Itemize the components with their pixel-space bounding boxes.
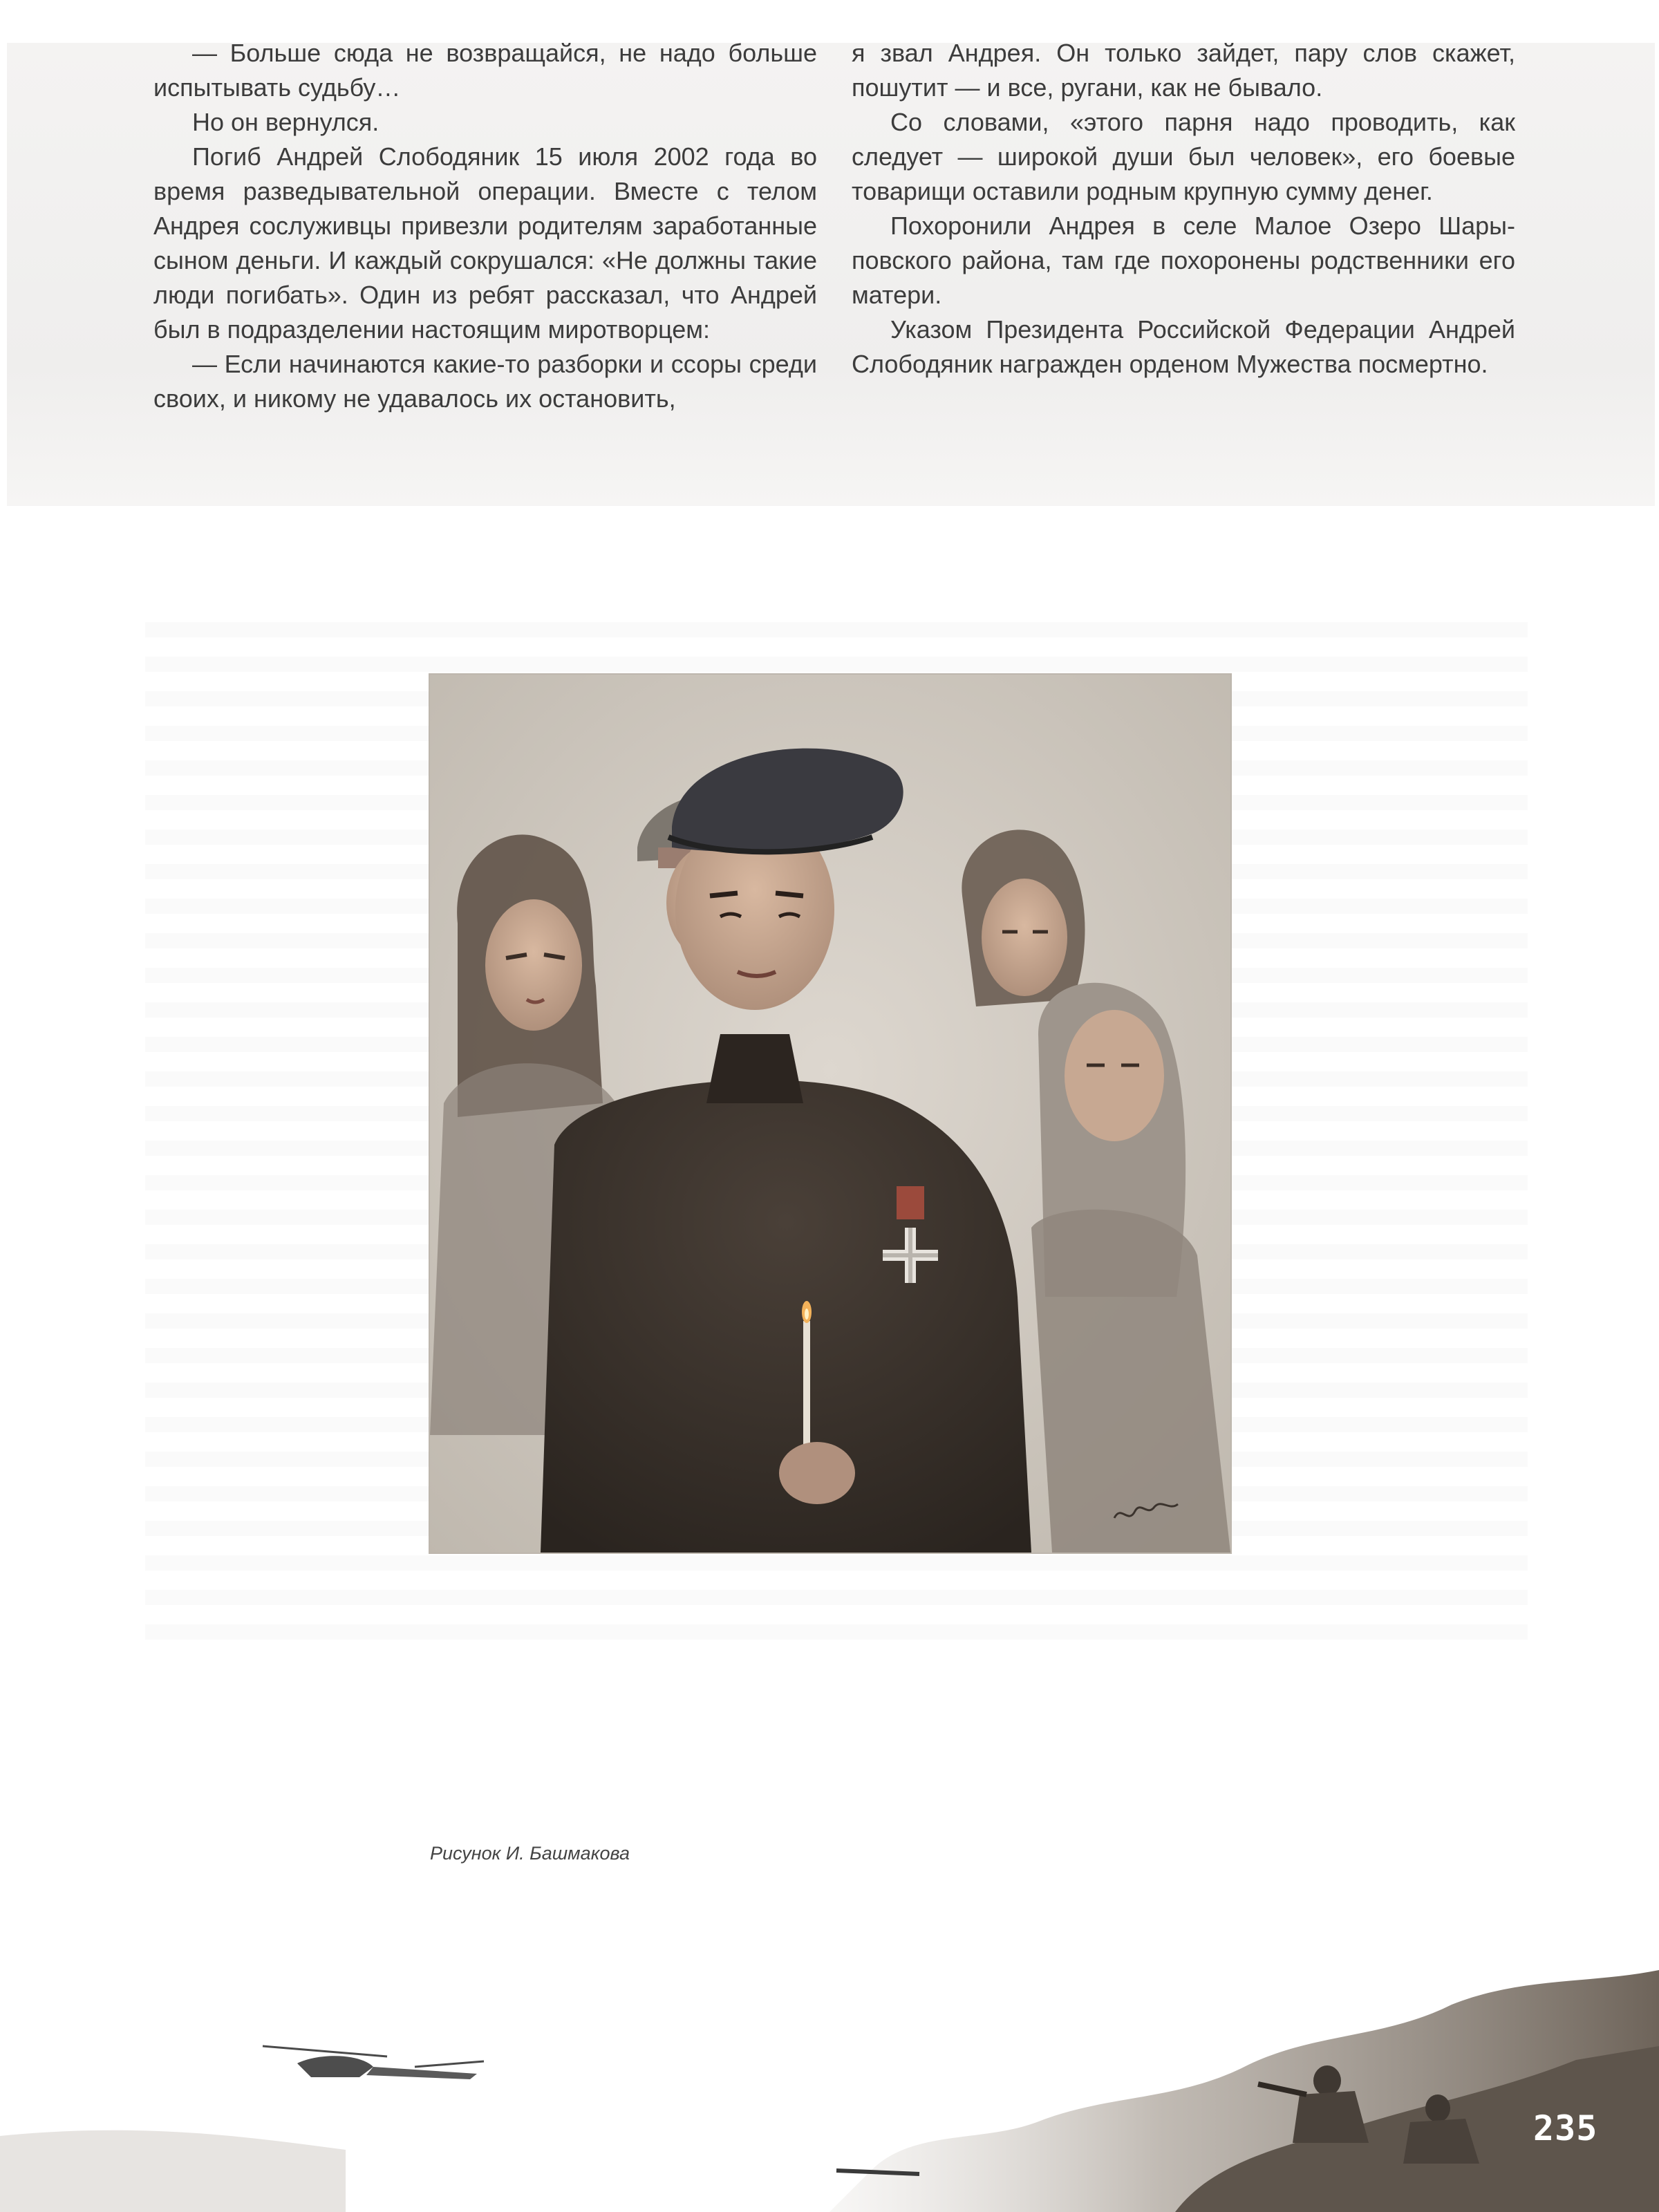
paragraph: Но он вернулся. bbox=[192, 108, 379, 136]
left-text-column bbox=[153, 36, 817, 416]
helicopter-icon bbox=[263, 2046, 484, 2079]
figure-caption: Рисунок И. Башмакова bbox=[430, 1843, 630, 1864]
paragraph: Похоронили Андрея в селе Малое Озеро Шарыповского района, там где похоронены родственники его матери. bbox=[852, 212, 1515, 309]
paragraph: — Если начинаются какие-то разборки и ссоры среди своих, и никому не удавалось их остановить, bbox=[153, 350, 817, 413]
portrait-drawing bbox=[430, 675, 1230, 1553]
paragraph: Погиб Андрей Слободяник 15 июля 2002 года во время разведывательной операции. Вместе с телом Андрея сослуживцы привезли родителям заработанные сыном деньги. И каждый сокрушался: «Не должны такие люди погибать». Один из ребят рассказал, что Андрей был в подразделении настоящим миротворцем: bbox=[153, 142, 817, 344]
woman-figure bbox=[962, 830, 1085, 1006]
right-text-column bbox=[852, 36, 1515, 382]
page-number: 235 bbox=[1533, 2108, 1598, 2148]
paragraph: Указом Президента Российской Федерации Андрей Слободяник награжден орденом Мужества посмертно. bbox=[852, 315, 1515, 378]
paragraph: Со словами, «этого парня надо проводить, как следует — широкой души был человек», его боевые товарищи оставили родным крупную сумму денег. bbox=[852, 108, 1515, 205]
paragraph: я звал Андрея. Он только зайдет, пару слов скажет, пошутит — и все, ругани, как не бывало. bbox=[852, 39, 1515, 102]
battlefield-footer-graphic bbox=[0, 1963, 1659, 2212]
paragraph: — Больше сюда не возвращайся, не надо больше испытывать судьбу… bbox=[153, 39, 817, 102]
